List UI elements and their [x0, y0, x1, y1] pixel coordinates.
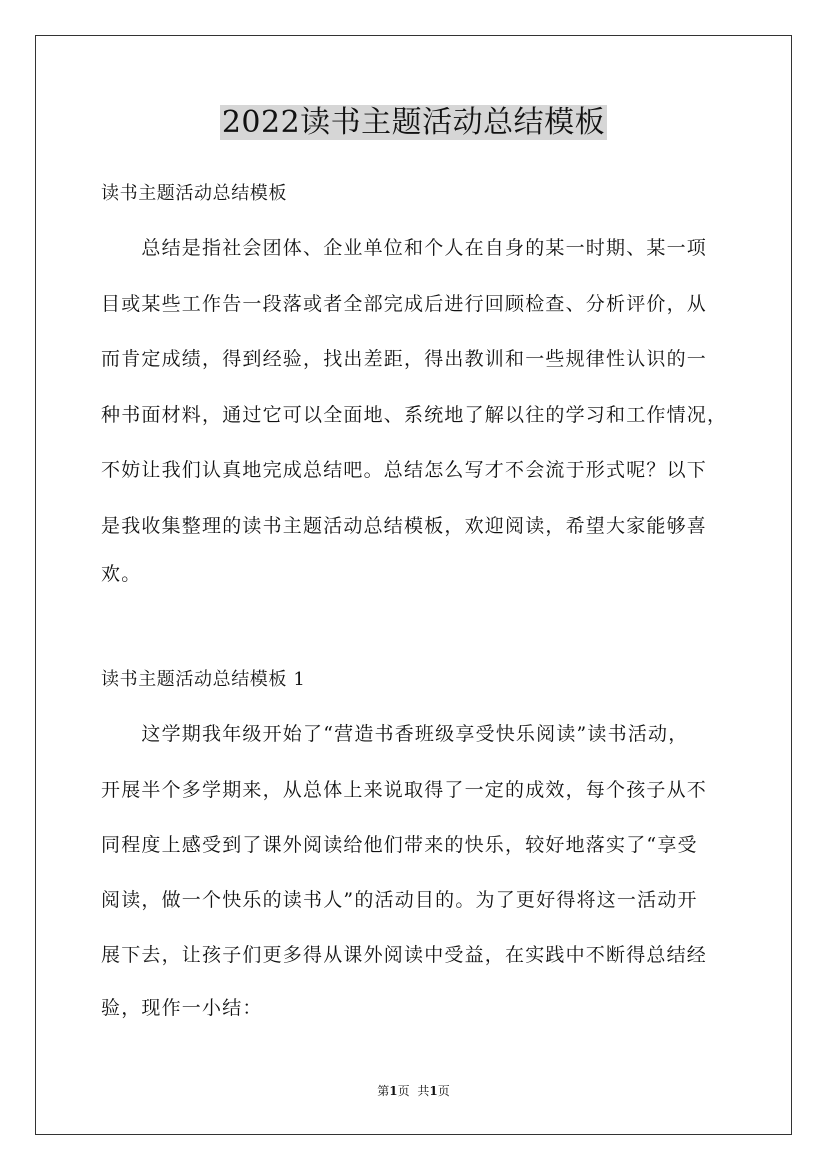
document-subtitle: 读书主题活动总结模板: [101, 183, 287, 204]
intro-paragraph-line: 目或某些工作告一段落或者全部完成后进行回顾检查、分析评价，从: [101, 293, 708, 315]
intro-paragraph-line: 总结是指社会团体、企业单位和个人在自身的某一时期、某一项: [101, 237, 708, 259]
section-paragraph-line: 开展半个多学期来，从总体上来说取得了一定的成效，每个孩子从不: [101, 779, 708, 801]
section-paragraph-line: 这学期我年级开始了“营造书香班级享受快乐阅读”读书活动，: [101, 723, 689, 745]
document-title: 2022读书主题活动总结模板: [221, 105, 606, 140]
footer-page-suffix: 页: [397, 1084, 410, 1098]
intro-paragraph-line: 是我收集整理的读书主题活动总结模板，欢迎阅读，希望大家能够喜: [101, 515, 708, 537]
section-paragraph-line: 阅读，做一个快乐的读书人”的活动目的。为了更好得将这一活动开: [101, 889, 698, 911]
footer-page-prefix: 第: [377, 1084, 390, 1098]
section-paragraph-line: 验，现作一小结：: [101, 997, 263, 1019]
intro-paragraph-line: 而肯定成绩，得到经验，找出差距，得出教训和一些规律性认识的一: [101, 348, 708, 370]
section-paragraph-line: 同程度上感受到了课外阅读给他们带来的快乐，较好地落实了“享受: [101, 834, 698, 856]
footer-page-number: 1: [389, 1084, 398, 1098]
footer-total-suffix: 页: [437, 1084, 450, 1098]
section-paragraph-line: 展下去，让孩子们更多得从课外阅读中受益，在实践中不断得总结经: [101, 944, 708, 966]
footer-total-number: 1: [429, 1084, 438, 1098]
intro-paragraph-line: 种书面材料，通过它可以全面地、系统地了解以往的学习和工作情况，: [101, 404, 728, 426]
intro-paragraph-line: 不妨让我们认真地完成总结吧。总结怎么写才不会流于形式呢？以下: [101, 459, 708, 481]
page-footer: [0, 1083, 827, 1099]
footer-total-prefix: 共: [417, 1084, 430, 1098]
intro-paragraph-line: 欢。: [101, 563, 142, 585]
section-heading: 读书主题活动总结模板 1: [101, 669, 306, 690]
